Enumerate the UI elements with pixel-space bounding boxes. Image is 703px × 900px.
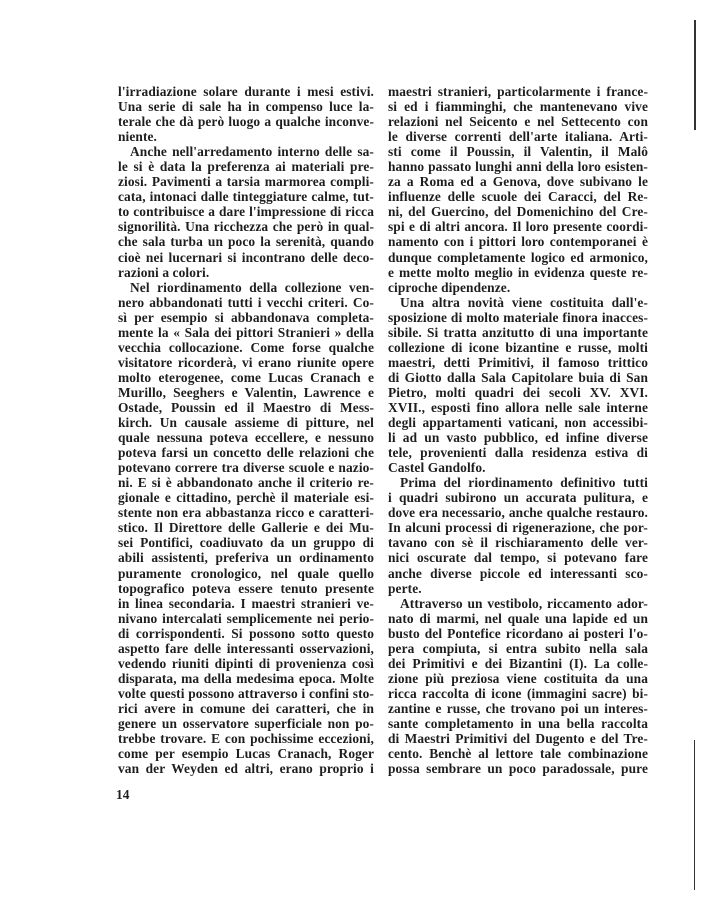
text-line: di Giotto dalla Sala Capitolare buia di San [388,369,648,385]
text-line: tavano con sè il rischiaramento delle ver- [388,535,648,551]
text-line: visitatore ricorderà, vi erano riunite opere [118,354,374,370]
text-line: trebbe trovare. E con pochissime eccezioni, [118,731,374,747]
text-line: maestri stranieri, particolarmente i france- [388,84,648,99]
text-line: di Maestri Primitivi del Dugento e del Tre- [388,731,648,747]
text-line: van der Weyden ed altri, erano proprio i [118,761,374,777]
text-line: e mette molto meglio in evidenza queste re- [388,264,648,280]
text-line: sti come il Poussin, il Valentin, il Malô [388,144,648,160]
text-line: zione più preziosa viene costituita da una [388,670,648,686]
text-line: dove era necessario, anche qualche restauro. [388,505,648,521]
text-line: ziosi. Pavimenti a tarsia marmorea compli- [118,174,374,190]
text-line: mente la « Sala dei pittori Stranieri » della [118,324,374,340]
text-line: hanno passato lunghi anni della loro esisten- [388,159,648,175]
text-line: za a Roma ed a Genova, dove subivano le [388,174,648,190]
text-line: sibile. Si tratta anzitutto di una importante [388,324,648,340]
text-line: spi e di altri ancora. Il loro presente coordi- [388,219,648,235]
text-line: sante completamento in una bella raccolta [388,715,648,731]
text-line: stico. Il Direttore delle Gallerie e dei Mu- [118,520,374,536]
text-line: poteva farsi un concetto delle relazioni che [118,445,374,461]
text-line: vecchia collocazione. Come forse qualche [118,339,374,355]
text-line: le si è data la preferenza ai materiali pre- [118,159,374,175]
text-line: terale che dà però luogo a qualche inconve- [118,114,374,130]
text-line: rici avere in comune dei caratteri, che in [118,700,374,716]
text-line: busto del Pontefice ricordano ai posteri l'o- [388,625,648,641]
text-line: possa sembrare un poco paradossale, pure [388,761,648,777]
text-line: maestri, detti Primitivi, il famoso trittico [388,354,648,370]
text-line: abili assistenti, preferiva un ordinamento [118,550,374,566]
text-line: topografico poteva essere tenuto presente [118,580,374,596]
text-line: volte questi possono attraverso i confini sto- [118,685,374,701]
text-line: kirch. Un causale assieme di pitture, nel [118,415,374,431]
text-line: niente. [118,129,158,145]
text-line: cata, intonaci dalle tinteggiature calme, tut- [118,189,374,205]
text-line: ciproche dipendenze. [388,279,511,295]
text-line: collezione di icone bizantine e russe, molti [388,339,648,355]
text-line: in linea secondaria. I maestri stranieri ve- [118,595,374,611]
text-line: sì per esempio si abbandonava completa- [118,309,374,325]
text-line: nato di marmi, nel quale una lapide ed un [388,610,648,626]
text-line: Pietro, molti quadri dei secoli XV. XVI. [388,384,648,400]
text-line: disparata, ma della medesima epoca. Molte [118,670,374,686]
text-line: perte. [388,580,422,596]
text-line: vedendo riuniti dipinti di provenienza così [118,655,374,671]
scan-edge-line [694,20,696,130]
text-line: ni, del Guercino, del Domenichino del Cre- [388,204,648,220]
text-line: namento con i pittori loro contemporanei è [388,234,648,250]
text-line: genere un osservatore superficiale non po- [118,715,374,731]
text-line: Una altra novità viene costituita dall'e- [400,294,648,310]
text-line: to contribuisce a dare l'impressione di ricca [118,204,374,220]
text-column-left [118,84,374,776]
text-line: nici oscurate dal tempo, si potevano fare [388,550,648,566]
text-line: come per esempio Lucas Cranach, Roger [118,746,374,762]
text-line: Murillo, Seeghers e Valentin, Lawrence e [118,384,374,400]
text-column-right [388,84,648,776]
text-line: le diverse correnti dell'arte italiana. Arti- [388,129,648,145]
text-line: Una serie di sale ha in compenso luce la- [118,99,374,115]
text-line: nivano intercalati semplicemente nei perio- [118,610,374,626]
text-line: influenze delle scuole dei Caracci, del Re- [388,189,648,205]
text-line: stente non era abbastanza ricco e caratteri- [118,505,374,521]
text-line: dunque completamente logico ed armonico, [388,249,648,265]
text-line: che sala turba un poco la serenità, quando [118,234,374,250]
scan-edge-line [694,740,695,890]
text-line: potevano correre tra diverse scuole e nazio- [118,460,374,476]
text-line: si ed i fiamminghi, che mantenevano vive [388,99,648,115]
text-line: nero abbandonati tutti i vecchi criteri. Co- [118,294,374,310]
text-line: Prima del riordinamento definitivo tutti [400,475,648,491]
text-line: i quadri subirono un accurata pulitura, e [388,490,648,506]
text-line: Attraverso un vestibolo, riccamento ador- [400,595,648,611]
text-line: anche diverse piccole ed interessanti sco- [388,565,648,581]
text-line: pera compiuta, si entra subito nella sala [388,640,648,656]
text-line: dei Primitivi e dei Bizantini (I). La colle- [388,655,648,671]
text-line: Anche nell'arredamento interno delle sa- [130,144,374,160]
text-line: zantine e russe, che trovano poi un interes- [388,700,648,716]
text-line: aspetto fare delle interessanti osservazioni, [118,640,374,656]
text-line: Nel riordinamento della collezione ven- [130,279,374,295]
text-line: razioni a colori. [118,264,210,280]
text-line: In alcuni processi di rigenerazione, che por- [388,520,648,536]
text-line: sei Pontifici, coadiuvato da un gruppo di [118,535,374,551]
text-line: cioè nei lucernari si incontrano delle deco- [118,249,374,265]
text-line: li ad un vasto pubblico, ed infine diverse [388,430,648,446]
text-line: l'irradiazione solare durante i mesi estivi. [118,84,374,99]
text-line: quale nessuna poteva eccellere, e nessuno [118,430,374,446]
text-line: Castel Gandolfo. [388,460,486,476]
text-line: cento. Benchè al lettore tale combinazione [388,746,648,762]
text-line: gionale e cittadino, perchè il materiale esi- [118,490,374,506]
text-line: signorilità. Una ricchezza che però in qual- [118,219,374,235]
text-line: puramente cronologico, nel quale quello [118,565,374,581]
page-number: 14 [116,787,130,802]
text-line: Ostade, Poussin ed il Maestro di Mess- [118,399,374,415]
text-line: di corrispondenti. Si possono sotto questo [118,625,374,641]
text-line: ni. E si è abbandonato anche il criterio re- [118,475,374,491]
text-line: tele, provenienti dalla residenza estiva di [388,445,648,461]
text-line: molto eterogenee, come Lucas Cranach e [118,369,374,385]
text-line: ricca raccolta di icone (immagini sacre) bi- [388,685,648,701]
text-line: XVII., esposti fino allora nelle sale interne [388,399,648,415]
text-line: sposizione di molto materiale finora inacces- [388,309,648,325]
text-line: degli appartamenti vaticani, non accessibi- [388,415,648,431]
text-line: relazioni nel Seicento e nel Settecento con [388,114,648,130]
